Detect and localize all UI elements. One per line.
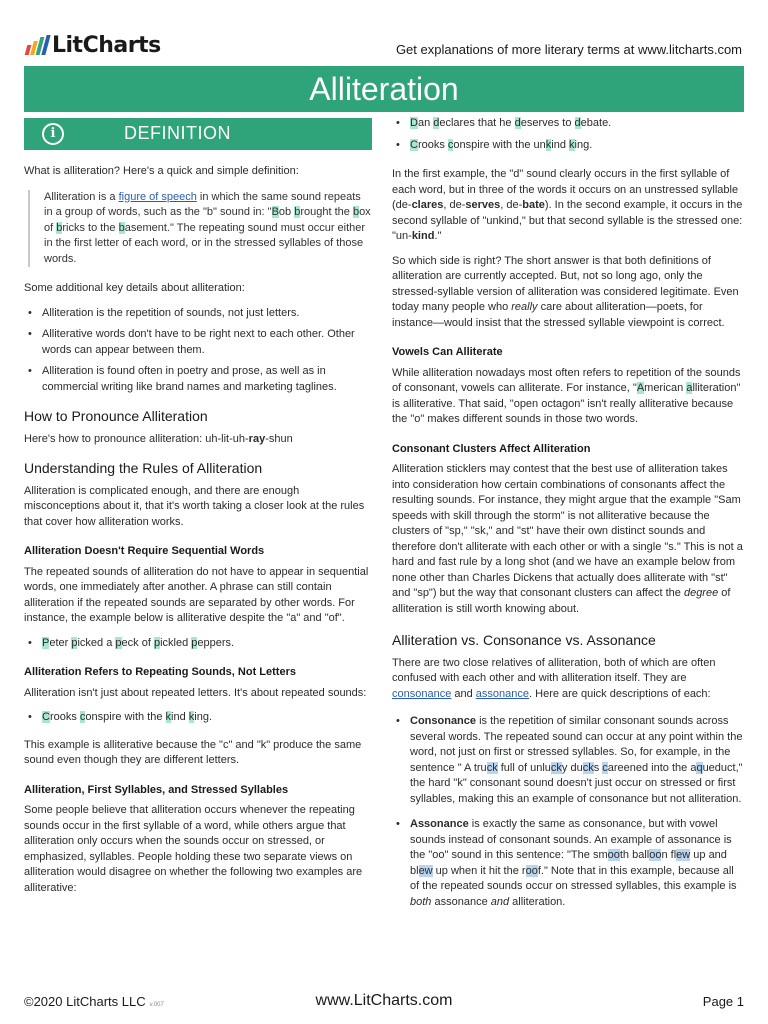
header-tagline: Get explanations of more literary terms at www.litcharts.com <box>395 42 742 57</box>
left-column <box>24 116 372 905</box>
highlighted-sound: k <box>569 138 575 151</box>
sequential-text: The repeated sounds of alliteration do not have to appear in sequential words, one immediately after another. A phrase can still contain alliteration if the repeated sounds are separated by other words. For instance, the example below is alliterative despite the "a" and "of". <box>24 565 369 624</box>
right-column <box>392 116 744 922</box>
highlighted-sound: d <box>514 117 521 129</box>
page-footer <box>0 988 768 1024</box>
brand-name: LitCharts <box>52 32 161 58</box>
footer-site-link[interactable]: www.LitCharts.com <box>315 992 453 1009</box>
assonance-link[interactable]: assonance <box>475 687 530 700</box>
highlighted-sound: p <box>153 636 161 649</box>
which-side-text: So which side is right? The short answer is that both definitions of alliteration are currently accepted. But, not so long ago, only the stressed-syllable version of alliteration was considered legitimate. Even today many people who really care about alliteration—poets, for instance—would insist that the stressed syllable viewpoint is correct. <box>392 254 739 329</box>
vowels-heading: Vowels Can Alliterate <box>392 346 503 358</box>
list-item: • Peter picked a peck of pickled peppers. <box>24 636 372 652</box>
list-item: • Crooks conspire with the unkind king. <box>392 138 744 154</box>
sequential-heading: Alliteration Doesn't Require Sequential Words <box>24 545 265 557</box>
highlighted-sound: c <box>79 711 86 723</box>
list-item: • Crooks conspire with the kind king. <box>24 710 372 726</box>
highlighted-sound: p <box>71 636 78 649</box>
vowels-text: While alliteration nowadays most often refers to repetition of the sounds of consonant, vowels can alliterate. For instance, "American alliteration" is alliterative. That said, "open octagon" isn't really alliterative because the "o" makes different sounds in those two words. <box>392 366 741 425</box>
first-syllable-text: Some people believe that alliteration occurs whenever the repeating sounds occur in the first syllable of a word, while others argue that alliteration only occurs when the sounds occur on stressed, or emphasized, syllables. People holding these two separate views on alliteration would disagree on whether the following two examples are alliterative: <box>24 804 363 894</box>
sounds-example-list <box>24 710 372 726</box>
clusters-text: Alliteration sticklers may contest that the best use of alliteration takes into consideration how certain combinations of consonants affect the resulting sounds. For instance, they might argue that the example "Sam speeds with skill through the storm" is not alliterative because the clusters of "sp," "sk," and "st" have their own distinct sounds and therefore don't alliterate with each other or with a single "s." This is not a hard and fast rule by a long shot (and we have an example below from none other than Charles Dickens that actually does alliterate with "st" and "sp") but the way that consonant clusters can affect the degree of alliteration is still worth knowing about. <box>392 463 743 615</box>
sounds-heading: Alliteration Refers to Repeating Sounds, Not Letters <box>24 666 296 678</box>
highlighted-sound: k <box>165 711 172 723</box>
copyright: ©2020 LitCharts LLC v.007 <box>24 994 164 1009</box>
relatives-list <box>392 714 744 910</box>
rules-heading: Understanding the Rules of Alliteration <box>24 460 263 476</box>
definition-intro: What is alliteration? Here's a quick and simple definition: <box>24 165 299 177</box>
page-header <box>0 0 768 60</box>
highlighted-sound: b <box>118 221 125 234</box>
list-item: • Alliteration is the repetition of sounds, not just letters. <box>24 306 372 322</box>
highlighted-sound: d <box>574 117 581 129</box>
litcharts-logo[interactable] <box>26 30 161 60</box>
info-icon: i <box>42 123 64 145</box>
highlighted-sound: d <box>433 117 440 129</box>
consonance-link[interactable]: consonance <box>392 687 452 700</box>
details-intro: Some additional key details about alliteration: <box>24 282 245 294</box>
highlighted-sound: b <box>56 221 63 234</box>
sounds-after: This example is alliterative because the "c" and "k" produce the same sound even though they are different letters. <box>24 738 362 766</box>
first-syllable-heading: Alliteration, First Syllables, and Stressed Syllables <box>24 783 289 796</box>
logo-bars-icon <box>26 35 48 55</box>
highlighted-sound: C <box>410 138 418 151</box>
highlighted-sound: P <box>42 636 50 649</box>
highlighted-sound: p <box>191 636 198 649</box>
list-item: • Consonance is the repetition of similar consonant sounds across several words. The repeated sound can occur at any point within the word, not just on first or stressed syllables. So, for example, in the sentence " A truck full of unlucky ducks careened into the aqueduct," the hard "k" consonant sound doesn't just occur on stressed or first syllables, making this an example of consonance but not alliteration. <box>392 714 744 807</box>
page-number: Page 1 <box>702 994 744 1009</box>
sequential-example-list <box>24 636 372 652</box>
highlighted-sound: p <box>115 636 122 649</box>
pronounce-text: Here's how to pronounce alliteration: uh-lit-uh-ray-shun <box>24 432 293 445</box>
title-banner <box>24 66 744 112</box>
highlighted-sound: b <box>294 206 301 218</box>
highlighted-sound: D <box>410 117 418 129</box>
list-item: • Dan declares that he deserves to debate. <box>392 116 744 132</box>
list-item: • Alliterative words don't have to be right next to each other. Other words can appear between them. <box>24 327 372 358</box>
vs-intro: There are two close relatives of alliteration, both of which are often confused with each other and with alliteration itself. They are consonance and assonance. Here are quick descriptions of each: <box>392 656 716 700</box>
highlighted-sound: k <box>188 711 195 723</box>
vs-heading: Alliteration vs. Consonance vs. Assonance <box>392 632 656 648</box>
syllable-example-list <box>392 116 744 153</box>
details-list <box>24 306 372 396</box>
sounds-text: Alliteration isn't just about repeated letters. It's about repeated sounds: <box>24 686 367 699</box>
highlighted-sound: b <box>352 206 360 218</box>
highlighted-sound: C <box>42 711 50 723</box>
highlighted-sound: k <box>545 138 552 151</box>
page-title: Alliteration <box>309 70 459 107</box>
syllable-explanation: In the first example, the "d" sound clearly occurs in the first syllable of each word, but in three of the words it occurs on an unstressed syllable (de-clares, de-serves, de-bate). In the second example, it occurs in the second syllable of "unkind," but that second syllable is the stressed one: "un-kind." <box>392 168 743 242</box>
list-item: • Alliteration is found often in poetry and prose, as well as in commercial writing like brand names and marketing taglines. <box>24 364 372 395</box>
figure-of-speech-link[interactable]: figure of speech <box>118 190 197 203</box>
list-item: • Assonance is exactly the same as consonance, but with vowel sounds instead of consonant sounds. An example of assonance is the "oo" sound in this sentence: "The smooth balloon flew up and blew up when it hit the roof." Note that in this example, because all of the repeated sounds occur on stressed syllables, this example is both assonance and alliteration. <box>392 817 744 910</box>
rules-intro: Alliteration is complicated enough, and there are enough misconceptions about it, that it's worth taking a closer look at the rules that cover how alliteration works. <box>24 484 365 528</box>
highlighted-sound: B <box>271 206 279 218</box>
definition-banner <box>24 118 372 150</box>
definition-label: DEFINITION <box>124 123 231 144</box>
quote-example: Bob brought the box of bricks to the basement. <box>44 206 371 234</box>
definition-quote: Alliteration is a figure of speech in which the same sound repeats in a group of words, such as the "b" sound in: "Bob brought the box of bricks to the basement." The repeating sound must occur either in the first letter of each word, or in the stressed syllables of those words. <box>28 190 372 268</box>
clusters-heading: Consonant Clusters Affect Alliteration <box>392 442 591 455</box>
highlighted-sound: c <box>447 138 454 151</box>
pronounce-heading: How to Pronounce Alliteration <box>24 408 208 424</box>
